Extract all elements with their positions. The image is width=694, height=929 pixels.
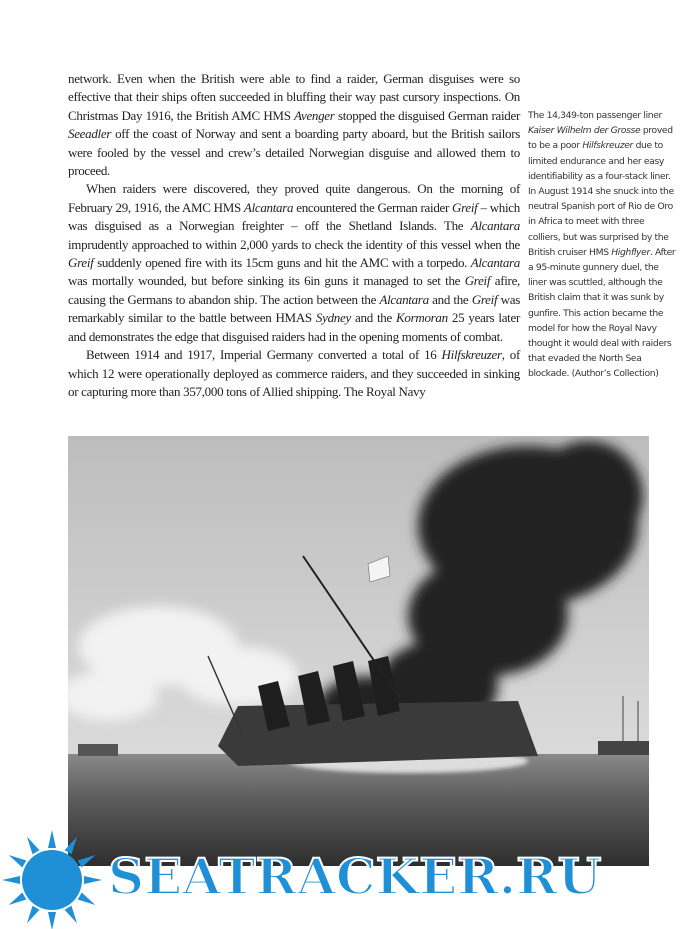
text-run: proved to be a poor xyxy=(528,125,673,152)
italic-text: Sydney xyxy=(315,310,351,326)
body-paragraph xyxy=(68,346,520,401)
italic-text: Hilfskreuzer xyxy=(441,347,502,363)
italic-text: Hilfskreuzer xyxy=(582,140,633,152)
text-run: Between 1914 and 1917, Imperial Germany converted a total of 16 xyxy=(86,347,442,363)
italic-text: Greif xyxy=(452,199,478,215)
text-run: afire, causing the Germans to abandon ship. The action between the xyxy=(68,273,521,307)
text-run: 25 years later and demonstrates the edge that disguised raiders had in the opening moments of combat. xyxy=(68,310,520,344)
italic-text: Greif xyxy=(471,291,498,307)
text-run: – which was disguised as a Norwegian freighter – off the Shetland Islands. The xyxy=(68,199,520,234)
text-run: off the coast of Norway and sent a boarding party aboard, but the British sailors were fooled by the vessel and crew’s detailed Norwegian disguise and allowed them to proceed. xyxy=(68,126,520,179)
text-run: was remarkably similar to the battle between HMAS xyxy=(68,291,520,326)
text-run: was mortally wounded, but before sinking its 6in guns it managed to set the xyxy=(68,273,465,289)
text-run: encountered the German raider xyxy=(293,199,453,215)
photo-caption xyxy=(528,108,678,382)
text-run: and the xyxy=(428,291,472,307)
text-run: , of which 12 were operationally deployed as commerce raiders, and they succeeded in sinking or capturing more than 357,000 tons of Allied shipping. The Royal Navy xyxy=(68,347,520,399)
italic-text: Greif xyxy=(464,273,491,289)
text-run: due to limited endurance and her easy identifiability as a four-stack liner. In August 1914 she snuck into the neutral Spanish port of Rio de Oro in Africa to meet with three colliers, but was surprised by the British cruiser HMS xyxy=(528,140,674,258)
italic-text: Greif xyxy=(68,255,94,271)
text-run: suddenly opened fire with its 15cm guns and hit the AMC with a torpedo. xyxy=(93,255,471,271)
text-run: network. Even when the British were able to find a raider, German disguises were so effective that their ships often succeeded in bluffing their way past cursory inspections. On Christmas Day 1916, the British AMC HMS xyxy=(68,71,520,123)
watermark-text: SEATRACKER.RU xyxy=(108,847,602,906)
body-paragraph xyxy=(68,180,520,346)
italic-text: Kormoran xyxy=(396,310,448,326)
italic-text: Alcantara xyxy=(470,218,520,234)
italic-text: Seeadler xyxy=(68,126,112,142)
italic-text: Alcantara xyxy=(470,255,520,271)
italic-text: Avenger xyxy=(294,107,335,123)
text-run: The 14,349-ton passenger liner xyxy=(528,110,662,121)
sinking-ship-photo xyxy=(68,436,649,866)
italic-text: Alcantara xyxy=(379,291,429,307)
text-run: When raiders were discovered, they proved quite dangerous. On the morning of February 29, 1916, the AMC HMS xyxy=(68,181,520,215)
text-run: and the xyxy=(350,310,397,326)
text-run: . After a 95-minute gunnery duel, the liner was scuttled, although the British claim that it was sunk by gunfire. This action became the model for how the Royal Navy thought it would deal with raiders that evaded the North Sea blockade. (Author’s Collection) xyxy=(528,246,676,380)
body-text xyxy=(68,70,520,401)
italic-text: Highflyer xyxy=(611,246,650,258)
italic-text: Kaiser Wilhelm der Grosse xyxy=(528,125,641,137)
body-paragraph xyxy=(68,70,520,180)
text-run: imprudently approached to within 2,000 yards to check the identity of this vessel when the xyxy=(68,236,520,252)
text-run: stopped the disguised German raider xyxy=(334,107,520,123)
italic-text: Alcantara xyxy=(243,199,294,215)
